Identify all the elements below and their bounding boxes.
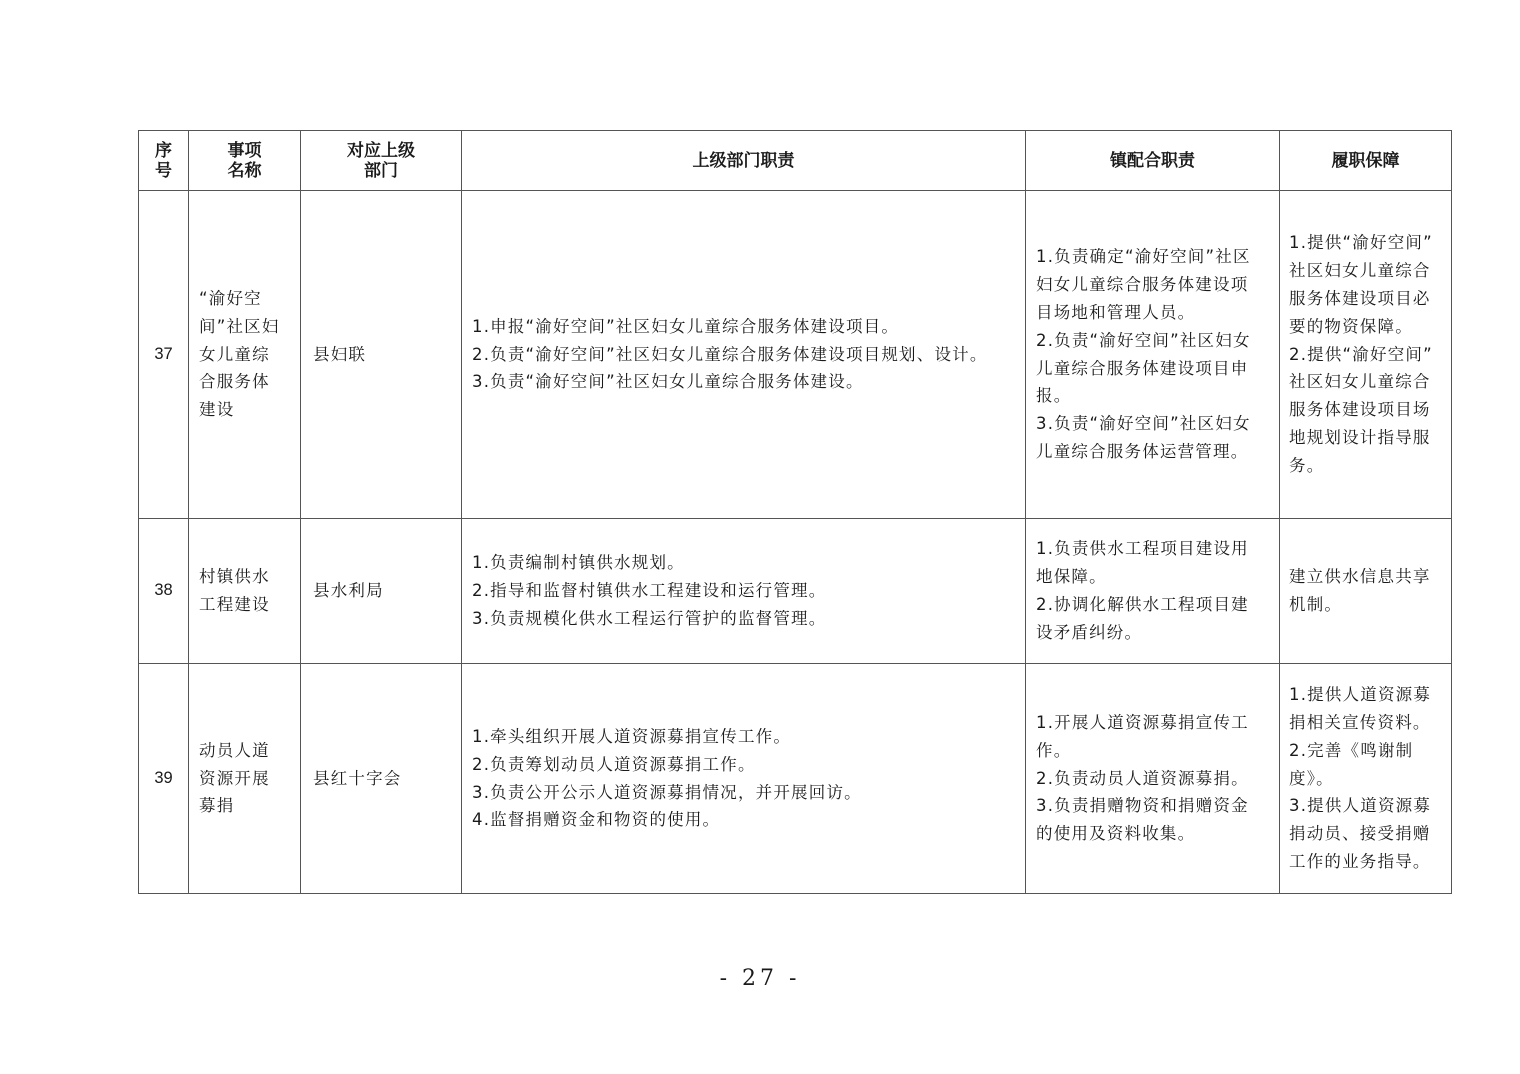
upper-duty-item: 3.负责公开公示人道资源募捐情况，并开展回访。: [472, 782, 862, 802]
town-duty-line: 1.负责供水工程项目建设用: [1036, 539, 1249, 559]
guarantee-line: 要的物资保障。: [1289, 316, 1413, 336]
guarantee-line: 1.提供“渝好空间”: [1289, 233, 1433, 253]
row-upper-duties: [462, 191, 1026, 519]
guarantee-line: 服务体建设项目场: [1289, 400, 1431, 420]
table-row: [139, 664, 1452, 894]
guarantee-line: 2.完善《鸣谢制: [1289, 740, 1414, 760]
upper-duty-item: 3.负责“渝好空间”社区妇女儿童综合服务体建设。: [472, 372, 864, 392]
row-item-name: [189, 664, 301, 894]
row-upper-dept: 县水利局: [301, 519, 462, 664]
table-row: [139, 519, 1452, 664]
row-town-duties: [1026, 664, 1280, 894]
row-town-duties: [1026, 191, 1280, 519]
town-duty-line: 目场地和管理人员。: [1036, 302, 1196, 322]
guarantee-line: 地规划设计指导服: [1289, 427, 1431, 447]
upper-duty-item: 3.负责规模化供水工程运行管护的监督管理。: [472, 608, 827, 628]
row-guarantee: [1280, 664, 1452, 894]
guarantee-line: 度》。: [1289, 768, 1334, 788]
name-line: “渝好空: [199, 289, 262, 308]
guarantee-line: 社区妇女儿童综合: [1289, 372, 1431, 392]
town-duty-line: 1.开展人道资源募捐宣传工: [1036, 713, 1249, 732]
header-seq-line: 序: [155, 140, 172, 161]
upper-duty-item: 2.负责筹划动员人道资源募捐工作。: [472, 754, 756, 774]
row-upper-dept: 县妇联: [301, 191, 462, 519]
name-line: 女儿童综: [199, 344, 270, 364]
name-line: 动员人道: [199, 740, 270, 760]
town-duty-line: 作。: [1036, 740, 1072, 760]
row-seq: 38: [139, 519, 189, 664]
guarantee-line: 2.提供“渝好空间”: [1289, 344, 1433, 364]
guarantee-line: 捐相关宣传资料。: [1289, 713, 1431, 732]
name-line: 建设: [199, 400, 235, 420]
guarantee-line: 3.提供人道资源募: [1289, 796, 1432, 816]
guarantee-line: 捐动员、接受捐赠: [1289, 824, 1431, 844]
town-duty-line: 2.负责“渝好空间”社区妇女: [1036, 330, 1251, 350]
row-seq: 37: [139, 191, 189, 519]
page-number: - 27 -: [719, 966, 801, 991]
header-upper-duties: 上级部门职责: [462, 131, 1026, 191]
row-seq: 39: [139, 664, 189, 894]
header-dept-line: 部门: [364, 160, 398, 181]
upper-duty-item: 1.申报“渝好空间”社区妇女儿童综合服务体建设项目。: [472, 316, 900, 336]
town-duty-line: 地保障。: [1036, 567, 1107, 587]
town-duty-line: 儿童综合服务体运营管理。: [1036, 441, 1249, 461]
row-town-duties: [1026, 519, 1280, 664]
town-duty-line: 1.负责确定“渝好空间”社区: [1036, 247, 1251, 267]
row-guarantee: [1280, 191, 1452, 519]
row-upper-duties: [462, 664, 1026, 894]
guarantee-line: 机制。: [1289, 595, 1343, 614]
town-duty-line: 3.负责“渝好空间”社区妇女: [1036, 414, 1251, 434]
upper-duty-item: 1.负责编制村镇供水规划。: [472, 553, 685, 573]
town-duty-line: 2.负责动员人道资源募捐。: [1036, 768, 1249, 788]
header-town-duties: 镇配合职责: [1026, 131, 1280, 191]
town-duty-line: 妇女儿童综合服务体建设项: [1036, 275, 1249, 295]
town-duty-line: 儿童综合服务体建设项目申: [1036, 358, 1249, 378]
name-line: 合服务体: [199, 372, 270, 392]
town-duty-line: 2.协调化解供水工程项目建: [1036, 595, 1249, 614]
name-line: 募捐: [199, 796, 235, 816]
header-name-line: 事项: [227, 140, 262, 161]
header-guarantee: 履职保障: [1280, 131, 1452, 191]
name-line: 间”社区妇: [199, 316, 280, 336]
guarantee-line: 社区妇女儿童综合: [1289, 261, 1431, 281]
header-seq-line: 号: [155, 160, 172, 181]
row-item-name: [189, 519, 301, 664]
guarantee-line: 建立供水信息共享: [1289, 567, 1431, 587]
guarantee-line: 1.提供人道资源募: [1289, 685, 1432, 705]
town-duty-line: 设矛盾纠纷。: [1036, 622, 1143, 642]
town-duty-line: 3.负责捐赠物资和捐赠资金: [1036, 796, 1249, 816]
header-item-name: [189, 131, 301, 191]
town-duty-line: 报。: [1036, 386, 1072, 406]
duties-table: [138, 130, 1452, 894]
guarantee-line: 工作的业务指导。: [1289, 851, 1431, 871]
table-row: [139, 191, 1452, 519]
name-line: 村镇供水: [199, 567, 270, 587]
header-upper-dept: [301, 131, 462, 191]
header-seq: [139, 131, 189, 191]
town-duty-line: 的使用及资料收集。: [1036, 824, 1196, 844]
table-header-row: [139, 131, 1452, 191]
row-guarantee: [1280, 519, 1452, 664]
guarantee-line: 服务体建设项目必: [1289, 289, 1431, 308]
header-name-line: 名称: [227, 160, 262, 181]
row-upper-dept: 县红十字会: [301, 664, 462, 894]
upper-duty-item: 2.指导和监督村镇供水工程建设和运行管理。: [472, 581, 827, 601]
upper-duty-item: 2.负责“渝好空间”社区妇女儿童综合服务体建设项目规划、设计。: [472, 344, 988, 364]
upper-duty-item: 4.监督捐赠资金和物资的使用。: [472, 810, 721, 830]
row-item-name: [189, 191, 301, 519]
guarantee-line: 务。: [1289, 455, 1325, 475]
header-dept-line: 对应上级: [347, 140, 415, 161]
upper-duty-item: 1.牵头组织开展人道资源募捐宣传工作。: [472, 726, 792, 746]
row-upper-duties: [462, 519, 1026, 664]
name-line: 资源开展: [199, 768, 270, 788]
name-line: 工程建设: [199, 595, 270, 614]
